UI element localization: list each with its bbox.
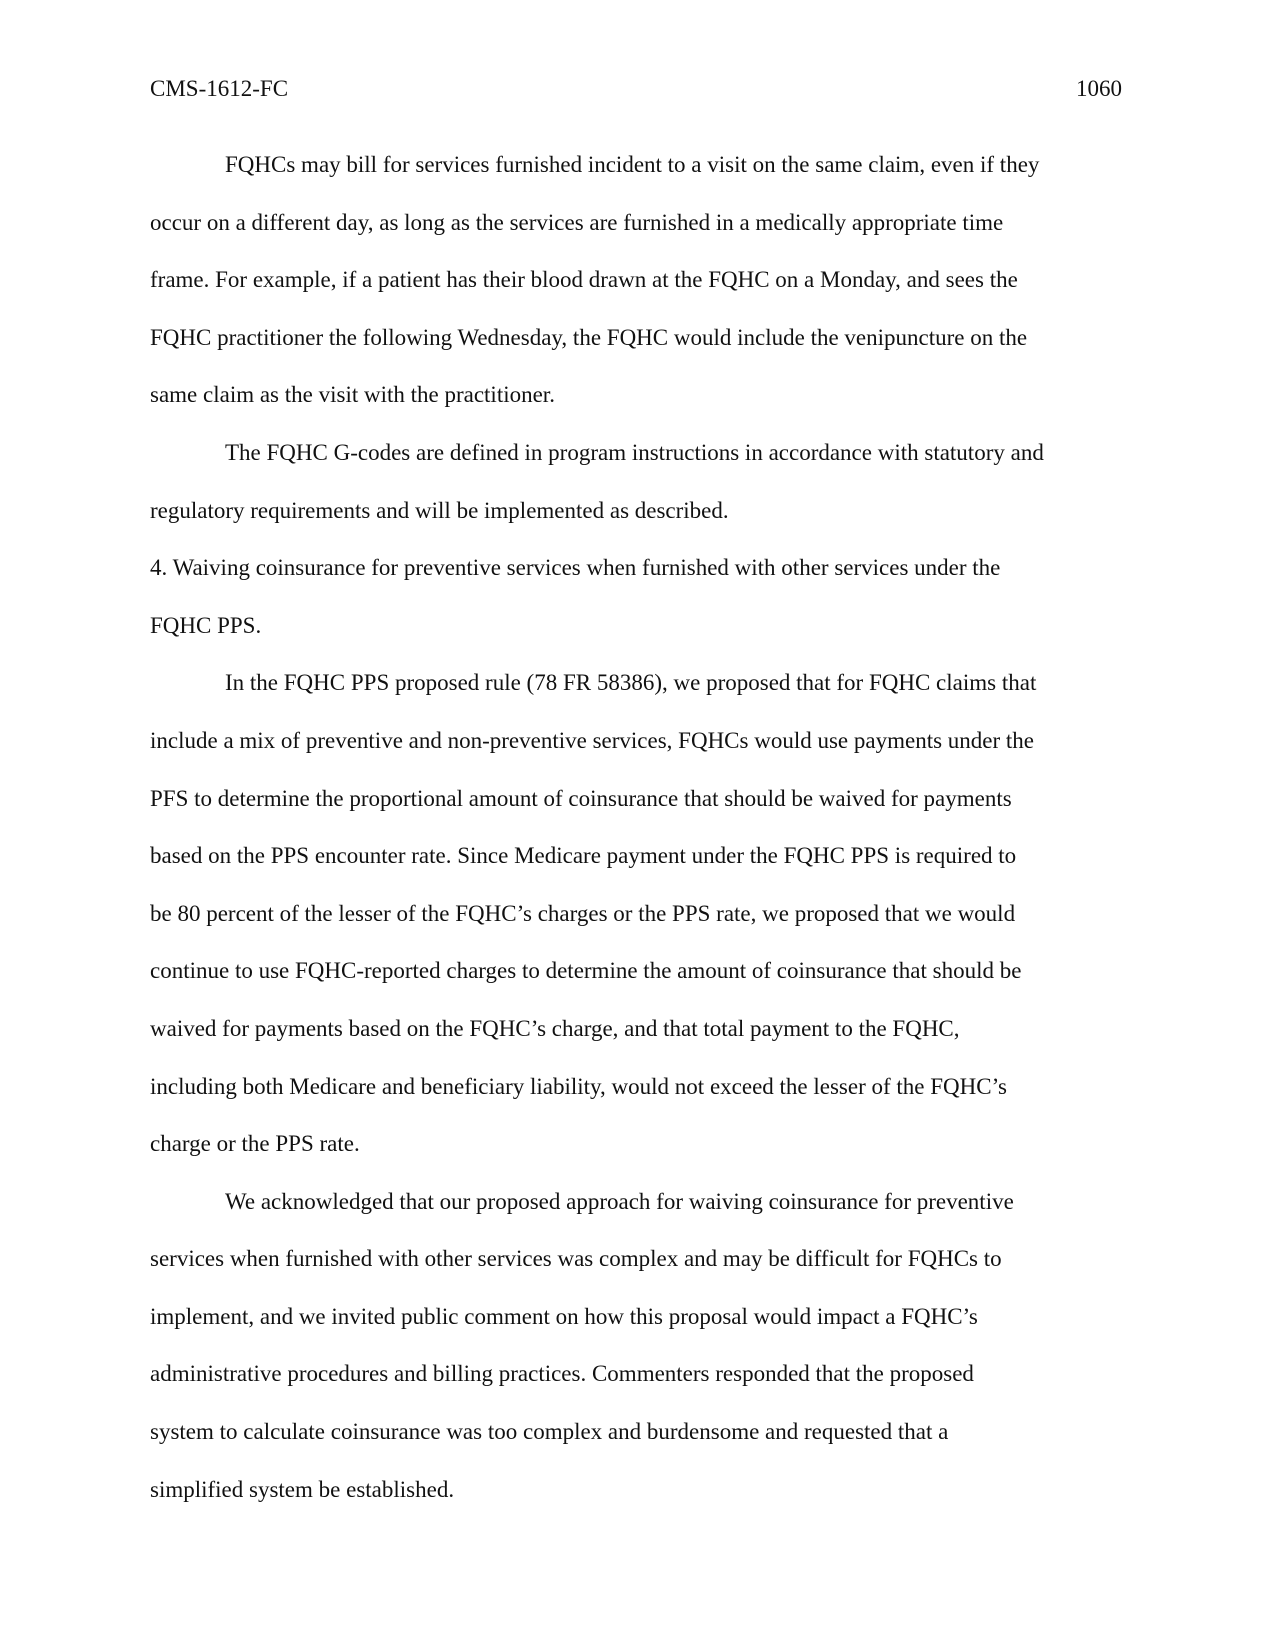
text-line: system to calculate coinsurance was too complex and burdensome and requested that a bbox=[150, 1419, 949, 1445]
text-line: simplified system be established. bbox=[150, 1476, 455, 1502]
text-line: administrative procedures and billing practices. Commenters responded that the proposed bbox=[150, 1361, 974, 1387]
page-number: 1060 bbox=[1076, 76, 1122, 101]
text-line: frame. For example, if a patient has their blood drawn at the FQHC on a Monday, and sees the bbox=[150, 267, 1018, 293]
text-line: waived for payments based on the FQHC’s charge, and that total payment to the FQHC, bbox=[150, 1015, 960, 1041]
text-line: FQHC practitioner the following Wednesday, the FQHC would include the venipuncture on the bbox=[150, 324, 1028, 350]
text-line: The FQHC G-codes are defined in program instructions in accordance with statutory and bbox=[225, 439, 1044, 465]
text-line: be 80 percent of the lesser of the FQHC’s charges or the PPS rate, we proposed that we would bbox=[150, 900, 1016, 926]
text-line: PFS to determine the proportional amount of coinsurance that should be waived for payments bbox=[150, 785, 1012, 811]
text-line: implement, and we invited public comment on how this proposal would impact a FQHC’s bbox=[150, 1303, 978, 1329]
text-line: FQHCs may bill for services furnished incident to a visit on the same claim, even if they bbox=[225, 152, 1040, 177]
text-line: continue to use FQHC-reported charges to determine the amount of coinsurance that should be bbox=[150, 958, 1022, 984]
text-line: occur on a different day, as long as the services are furnished in a medically appropriate time bbox=[150, 209, 1004, 235]
text-line: include a mix of preventive and non-preventive services, FQHCs would use payments under the bbox=[150, 727, 1034, 753]
document-body bbox=[150, 136, 1122, 1518]
text-line: In the FQHC PPS proposed rule (78 FR 58386), we proposed that for FQHC claims that bbox=[225, 670, 1037, 696]
text-line: regulatory requirements and will be implemented as described. bbox=[150, 497, 729, 523]
text-line: based on the PPS encounter rate. Since Medicare payment under the FQHC PPS is required to bbox=[150, 843, 1017, 869]
text-line: We acknowledged that our proposed approach for waiving coinsurance for preventive bbox=[225, 1188, 1014, 1214]
text-line: including both Medicare and beneficiary liability, would not exceed the lesser of the FQHC’s bbox=[150, 1073, 1007, 1099]
text-line: charge or the PPS rate. bbox=[150, 1131, 360, 1157]
text-line: same claim as the visit with the practitioner. bbox=[150, 382, 555, 408]
document-id: CMS-1612-FC bbox=[150, 76, 289, 101]
page-header bbox=[150, 72, 1122, 106]
text-line: 4. Waiving coinsurance for preventive services when furnished with other services under the bbox=[150, 555, 1001, 581]
text-line: FQHC PPS. bbox=[150, 612, 262, 638]
text-line: services when furnished with other services was complex and may be difficult for FQHCs to bbox=[150, 1246, 1002, 1272]
